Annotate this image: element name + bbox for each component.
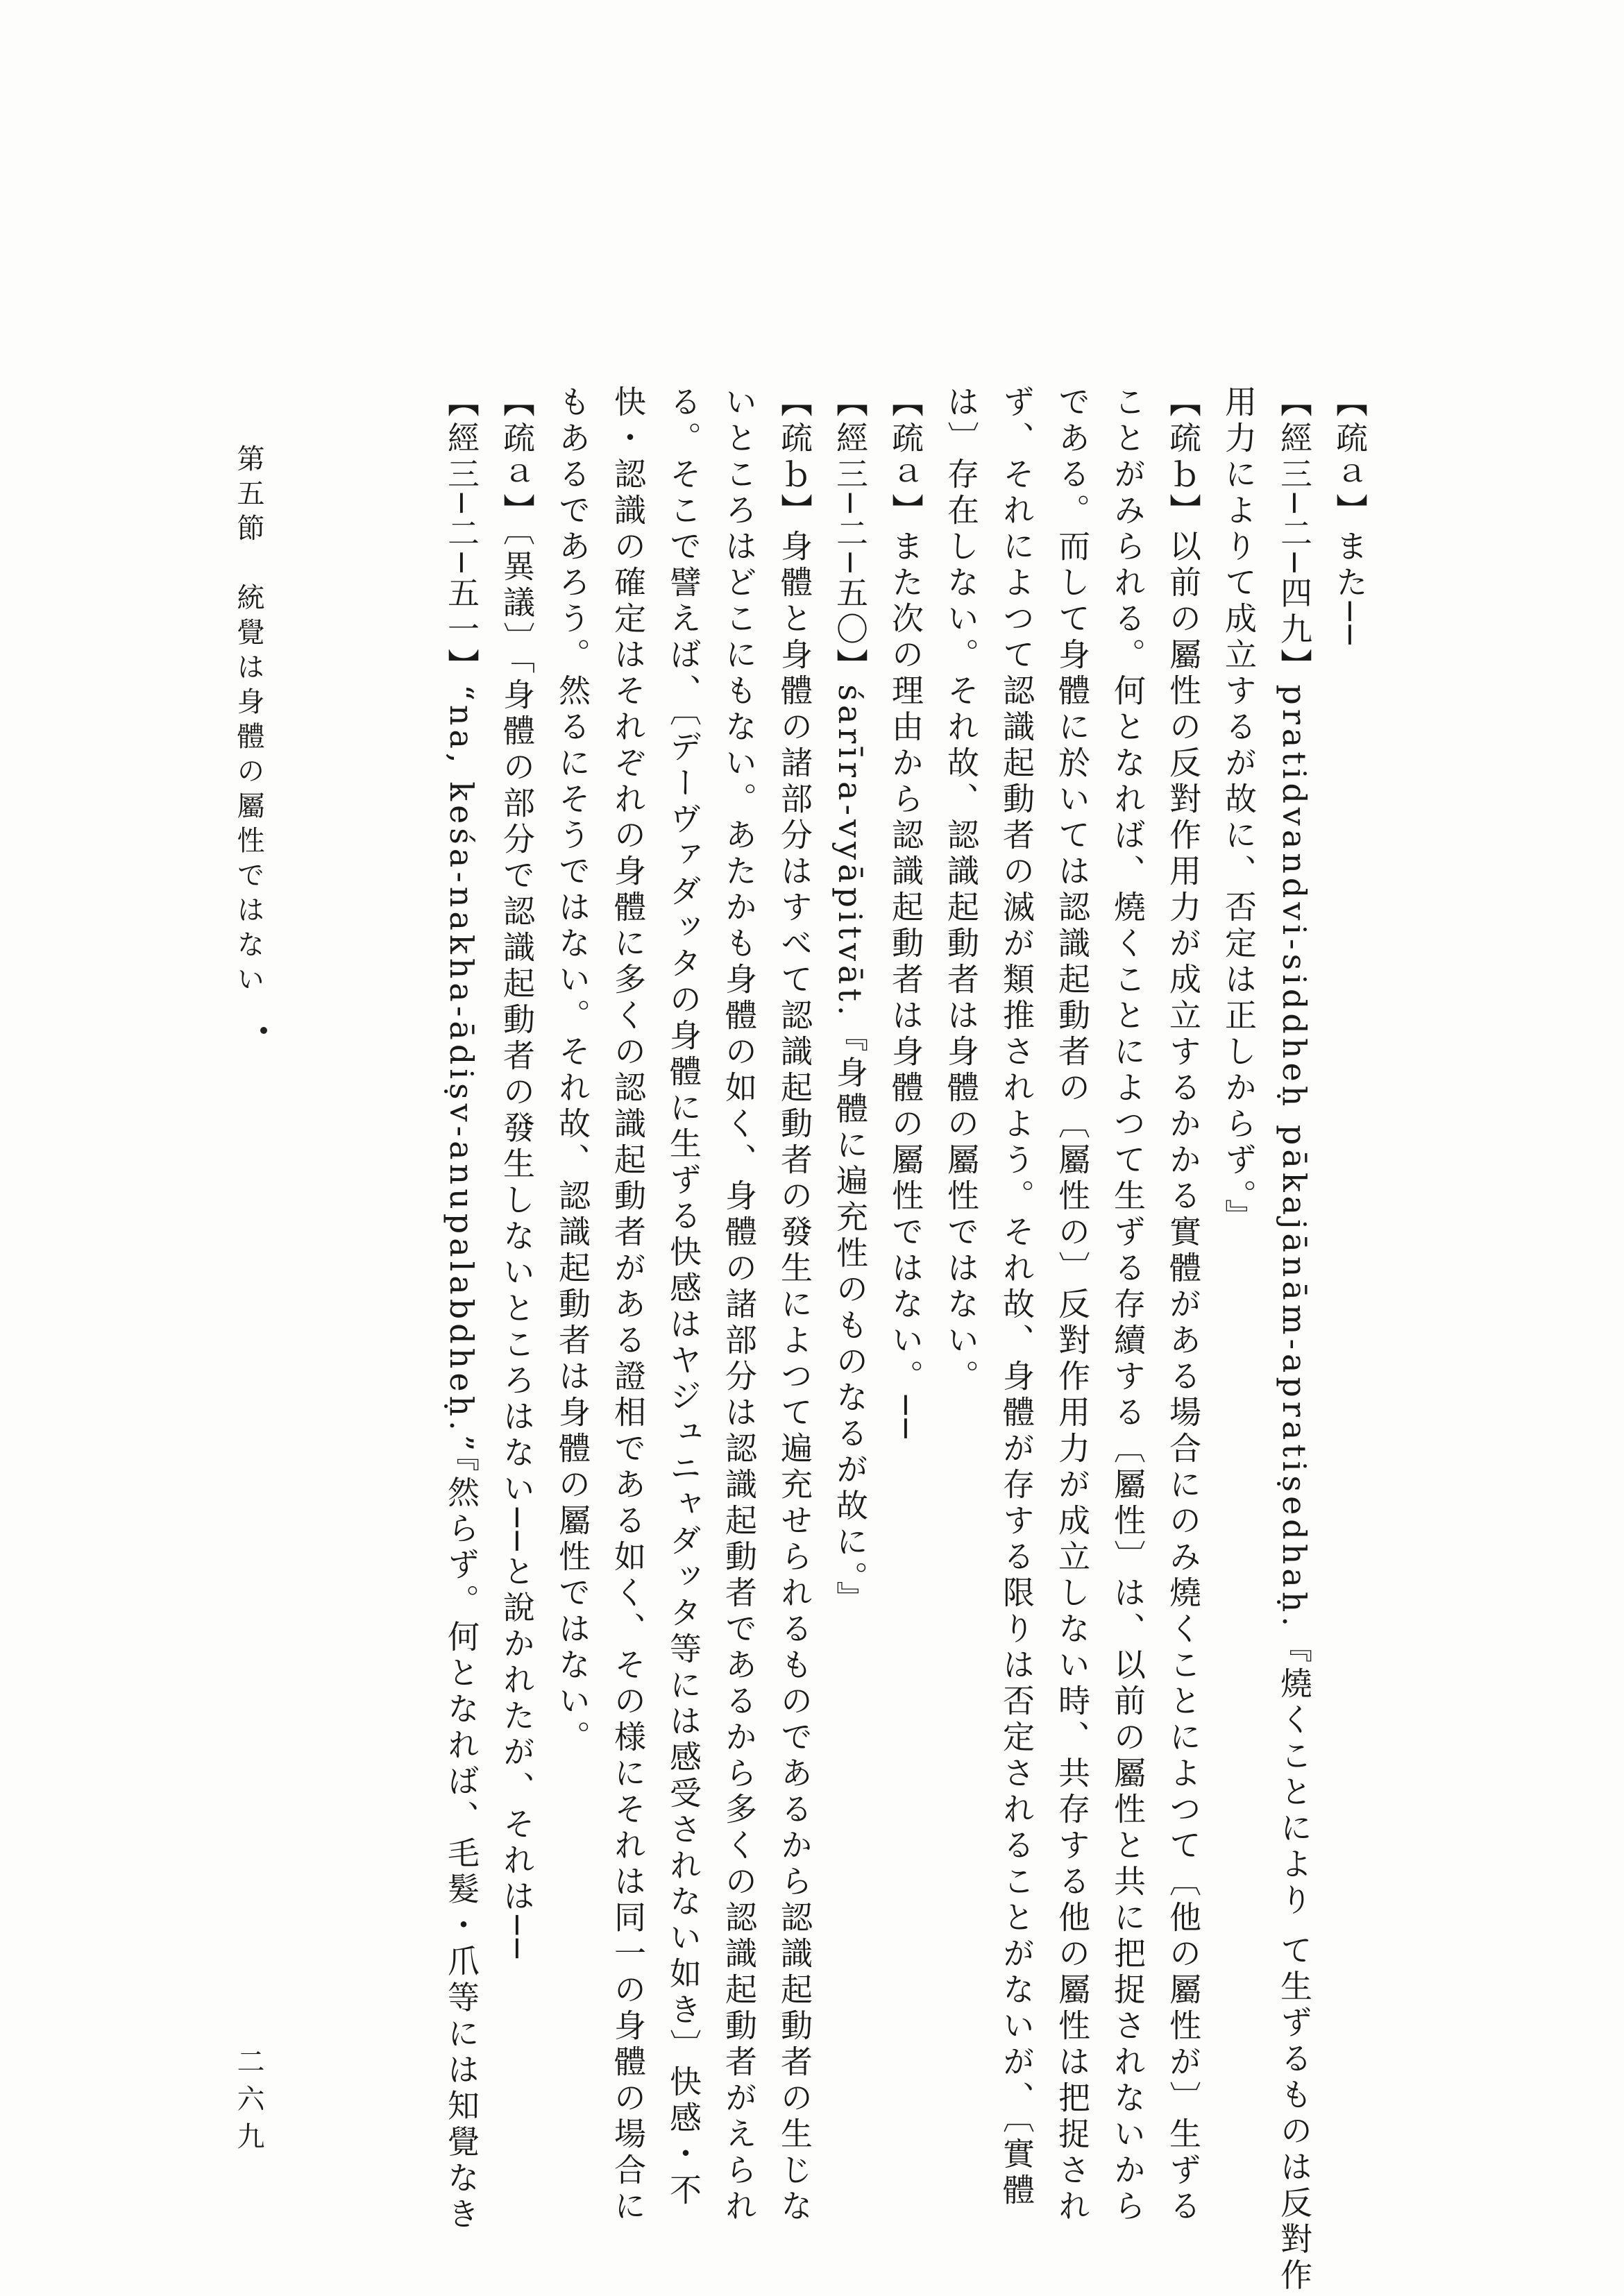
text-line: 【疏ａ】〔異議〕「身體の部分で認識起動者の發生しないところはない──と說かれたが、それは── <box>498 385 536 1962</box>
text-line: 【經三─二─五一】“na, keśa-nakha-ādiṣv-anupalabdheḥ.”『然らず。何となれば、毛髮・爪等には知覺なき <box>443 385 480 2234</box>
text-line: 【經三─二─四九】pratidvandvi-siddheḥ pākajānām-apratiṣedhaḥ.『燒くことにより て生ずるものは反對作 <box>1276 385 1313 2295</box>
scan-speck <box>260 1027 267 1034</box>
text-line: 【經三─二─五〇】śarīra-vyāpitvāt.『身體に遍充性のものなるが故に。』 <box>831 385 869 1617</box>
text-line: 【疏ａ】また── <box>1331 385 1369 649</box>
text-line: もあるであろう。然るにそうではない。それ故、認識起動者は身體の屬性ではない。 <box>554 385 591 1756</box>
text-line: である。而して身體に於いては認識起動者の〔屬性の〕反對作用力が成立しない時、共存する他の屬性は把捉され <box>1054 385 1091 2225</box>
text-line: いところはどこにもない。あたかも身體の如く、身體の諸部分は認識起動者であるから多くの認識起動者がえられ <box>720 385 758 2225</box>
text-line: 【疏ａ】また次の理由から認識起動者は身體の屬性ではない。── <box>887 385 924 1443</box>
text-line: 用力によりて成立するが故に、否定は正しからず。』 <box>1220 385 1258 1235</box>
running-footer-title: 第五節 統覺は身體の屬性ではない <box>232 444 264 999</box>
text-line: 【疏ｂ】身體と身體の諸部分はすべて認識起動者の發生によつて遍充せられるものであるから認識起動者の生じな <box>776 385 813 2225</box>
text-line: る。そこで譬えば、〔デーヴァダッタの身體に生ずる快感はヤジュニャダッタ等には感受されない如き〕快感・不 <box>665 385 702 2209</box>
text-line: ことがみられる。何となれば、燒くことによつて生ずる存續する〔屬性〕は、以前の屬性と共に把捉されないから <box>1109 385 1147 2225</box>
text-line: 快・認識の確定はそれぞれの身體に多くの認識起動者がある證相である如く、その様にそれは同一の身體の場合に <box>609 385 647 2225</box>
page-number: 二六九 <box>232 2047 264 2159</box>
text-line: は〕存在しない。それ故、認識起動者は身體の屬性ではない。 <box>942 385 980 1395</box>
main-text-column <box>434 385 1378 2295</box>
text-line: ず、それによつて認識起動者の滅が類推されよう。それ故、身體が存する限りは否定されることがないが、〔實體 <box>998 385 1035 2209</box>
text-line: 【疏ｂ】以前の屬性の反對作用力が成立するかかる實體がある場合にのみ燒くことによつて〔他の屬性が〕生ずる <box>1165 385 1202 2225</box>
